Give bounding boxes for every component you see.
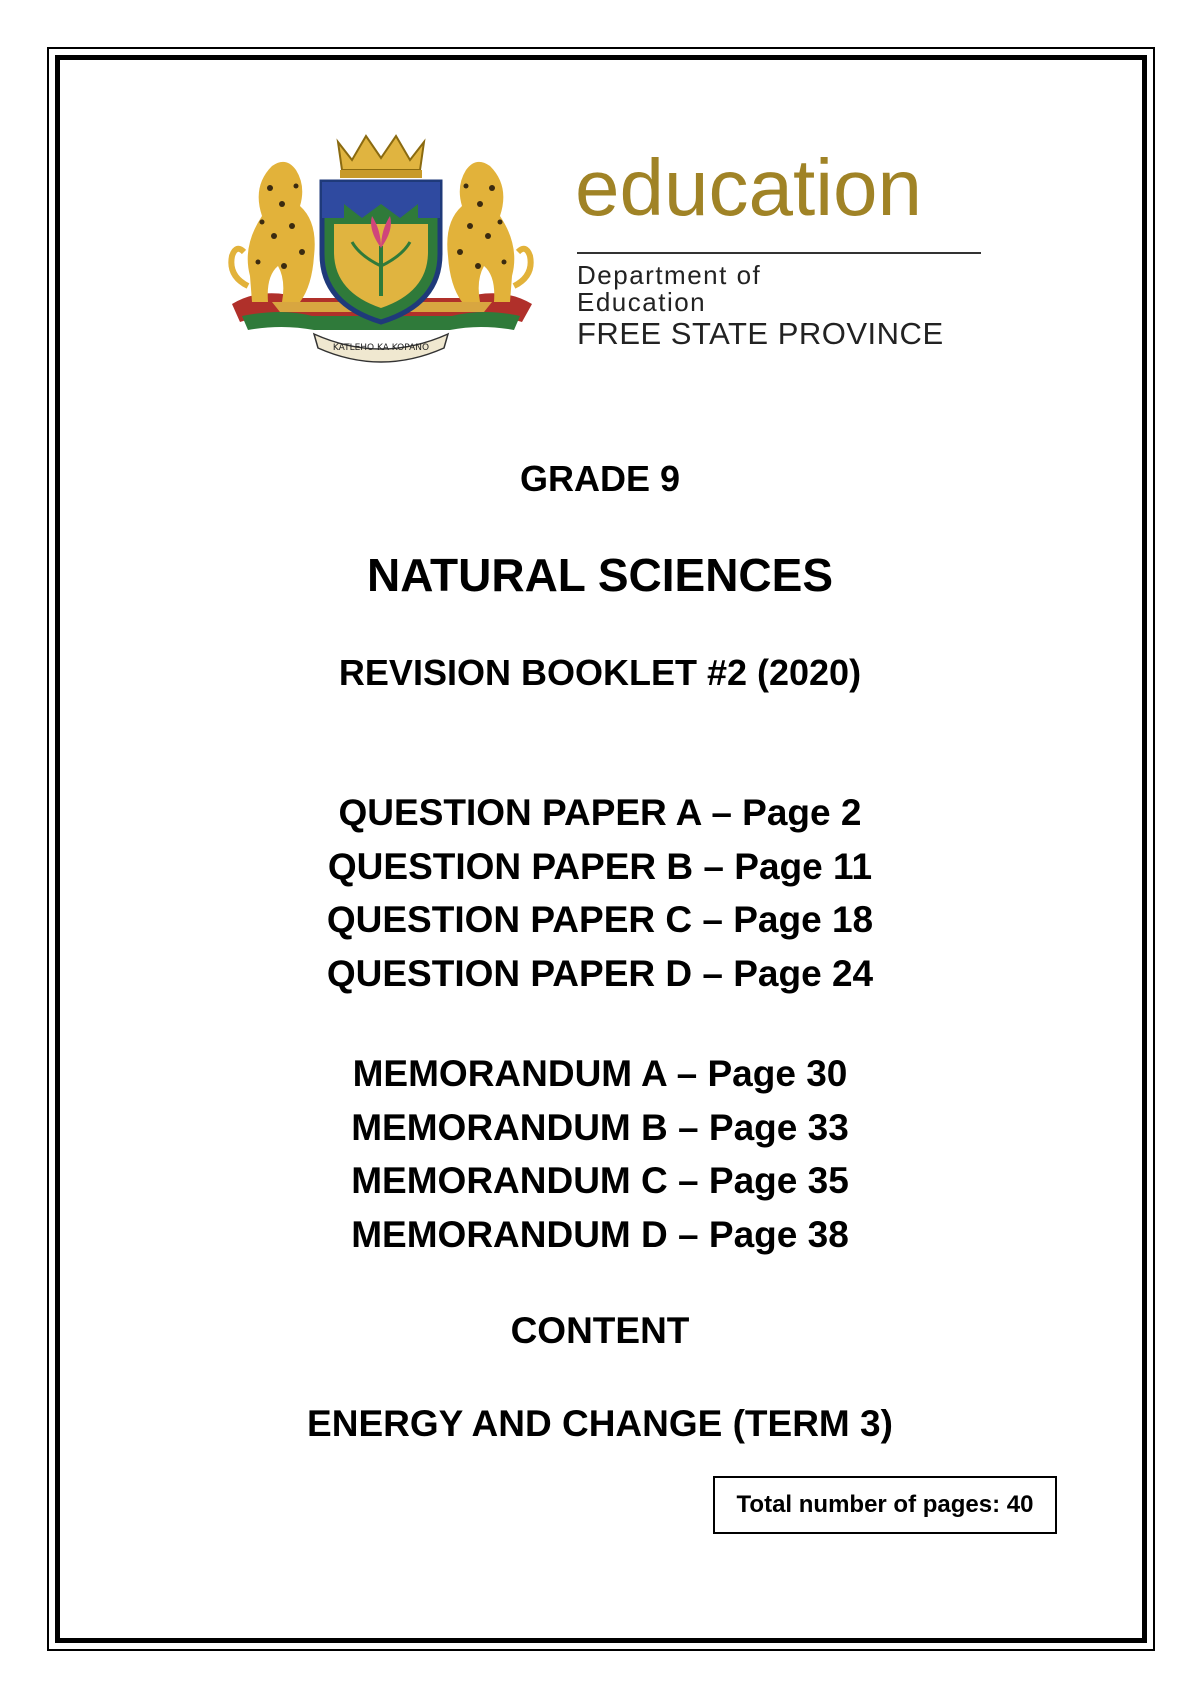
- memorandum-a: MEMORANDUM A – Page 30: [352, 1053, 848, 1094]
- question-paper-b: QUESTION PAPER B – Page 11: [327, 845, 873, 887]
- question-paper-a: QUESTION PAPER A – Page 2: [338, 792, 862, 833]
- memorandum-list: [0, 1047, 1200, 1261]
- coat-of-arms-logo: [222, 126, 540, 366]
- question-paper-d: QUESTION PAPER D – Page 24: [326, 952, 874, 994]
- motto-text: KATLEHO KA KOPANO: [332, 343, 430, 353]
- memorandum-d: MEMORANDUM D – Page 38: [351, 1213, 849, 1255]
- subject-title: NATURAL SCIENCES: [367, 549, 833, 601]
- question-paper-list: [0, 786, 1200, 1000]
- total-pages-text: Total number of pages: 40: [736, 1491, 1034, 1518]
- memorandum-c: MEMORANDUM C – Page 35: [351, 1160, 849, 1201]
- question-paper-c: QUESTION PAPER C – Page 18: [326, 899, 874, 940]
- booklet-title: REVISION BOOKLET #2 (2020): [338, 652, 862, 693]
- grade-heading: GRADE 9: [519, 458, 681, 499]
- department-line-2: Education: [577, 287, 707, 317]
- province-name: FREE STATE PROVINCE: [577, 316, 944, 351]
- content-heading: CONTENT: [510, 1310, 690, 1351]
- content-topic: ENERGY AND CHANGE (TERM 3): [307, 1403, 893, 1444]
- logo-divider: [577, 252, 981, 254]
- total-pages-box: [713, 1476, 1057, 1534]
- education-wordmark: education: [575, 143, 922, 232]
- memorandum-b: MEMORANDUM B – Page 33: [351, 1106, 849, 1148]
- department-line-1: Department of: [577, 260, 762, 290]
